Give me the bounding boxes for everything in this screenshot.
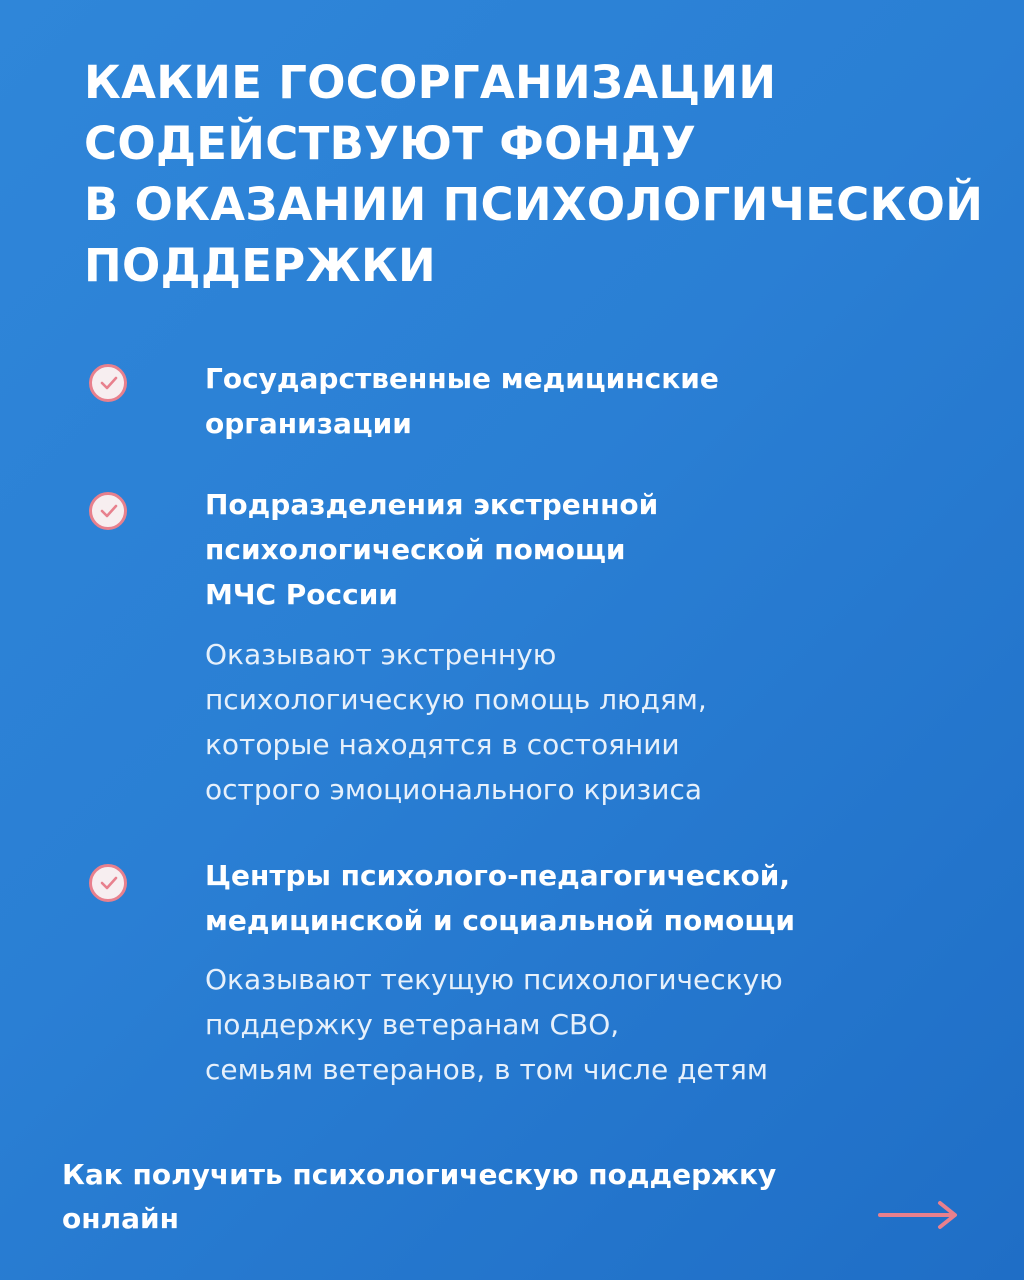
- item-title-line: Подразделения экстренной: [205, 488, 659, 521]
- item-title-line: Центры психолого-педагогической,: [205, 859, 791, 892]
- page-title: [84, 52, 984, 296]
- item-description-line: психологическую помощь людям,: [205, 683, 707, 716]
- item-description-line: острого эмоционального кризиса: [205, 773, 703, 806]
- item-title-line: медицинской и социальной помощи: [205, 904, 795, 937]
- item-title: [205, 853, 925, 943]
- item-title-line: психологической помощи: [205, 533, 626, 566]
- next-slide-caption-line: онлайн: [62, 1202, 179, 1235]
- item-title: [205, 482, 925, 617]
- item-description-line: Оказывают экстренную: [205, 638, 557, 671]
- next-slide-caption[interactable]: [62, 1153, 882, 1241]
- item-description-line: семьям ветеранов, в том числе детям: [205, 1053, 768, 1086]
- item-title: [205, 356, 925, 446]
- check-icon: [89, 864, 127, 902]
- item-description-line: которые находятся в состоянии: [205, 728, 680, 761]
- item-description-line: Оказывают текущую психологическую: [205, 963, 783, 996]
- check-icon: [89, 492, 127, 530]
- title-line: В ОКАЗАНИИ ПСИХОЛОГИЧЕСКОЙ: [84, 178, 984, 231]
- item-description-line: поддержку ветеранам СВО,: [205, 1008, 620, 1041]
- item-title-line: организации: [205, 407, 412, 440]
- item-title-line: МЧС России: [205, 578, 398, 611]
- next-slide-caption-line: Как получить психологическую поддержку: [62, 1158, 777, 1191]
- item-title-line: Государственные медицинские: [205, 362, 719, 395]
- title-line: СОДЕЙСТВУЮТ ФОНДУ: [84, 117, 697, 170]
- title-line: ПОДДЕРЖКИ: [84, 239, 437, 292]
- item-description: [205, 957, 925, 1092]
- item-description: [205, 632, 925, 812]
- check-icon: [89, 364, 127, 402]
- arrow-right-icon[interactable]: [876, 1198, 960, 1232]
- title-line: КАКИЕ ГОСОРГАНИЗАЦИИ: [84, 56, 777, 109]
